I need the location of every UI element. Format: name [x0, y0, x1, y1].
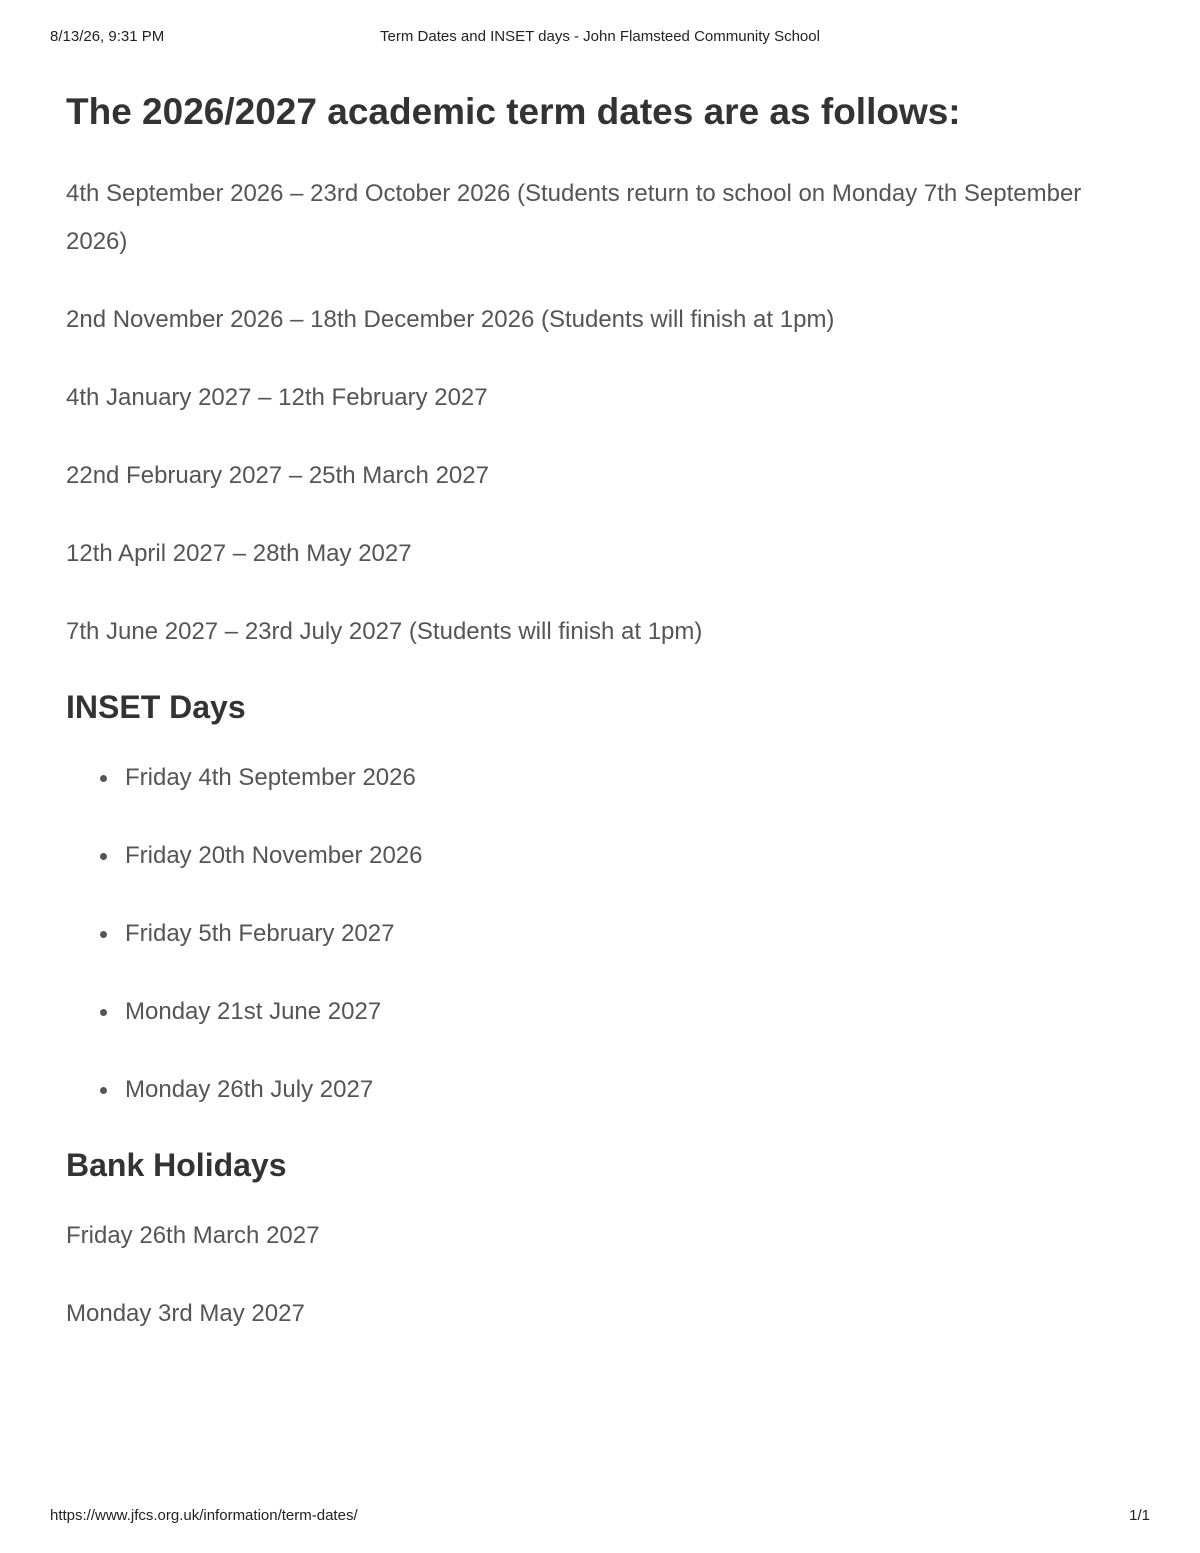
- inset-day: Friday 5th February 2027: [125, 920, 395, 947]
- page-number: 1/1: [1129, 1507, 1150, 1524]
- term-date: 22nd February 2027 – 25th March 2027: [66, 462, 489, 489]
- bank-holidays-heading: Bank Holidays: [66, 1147, 287, 1183]
- inset-days-list: [66, 754, 1116, 1114]
- inset-day: Monday 26th July 2027: [125, 1076, 374, 1103]
- term-date: 12th April 2027 – 28th May 2027: [66, 540, 412, 567]
- inset-day: Friday 4th September 2026: [125, 764, 416, 791]
- list-item: [125, 910, 1116, 958]
- page-url: https://www.jfcs.org.uk/information/term-dates/: [50, 1507, 358, 1524]
- bank-holiday: Friday 26th March 2027: [66, 1222, 320, 1249]
- print-header: [50, 28, 1150, 48]
- term-dates-list: [66, 170, 1116, 656]
- list-item: [125, 754, 1116, 802]
- print-footer: [50, 1507, 1150, 1527]
- term-date: 4th January 2027 – 12th February 2027: [66, 384, 488, 411]
- print-datetime: 8/13/26, 9:31 PM: [50, 28, 165, 45]
- page-heading: The 2026/2027 academic term dates are as follows:: [66, 91, 961, 132]
- list-item: [125, 988, 1116, 1036]
- bullet-icon: [100, 853, 107, 860]
- bullet-icon: [100, 1009, 107, 1016]
- main-content: [66, 88, 1116, 1368]
- list-item: [125, 1066, 1116, 1114]
- bullet-icon: [100, 931, 107, 938]
- term-date: 7th June 2027 – 23rd July 2027 (Students will finish at 1pm): [66, 618, 703, 645]
- print-page-title: Term Dates and INSET days - John Flamsteed Community School: [380, 28, 820, 45]
- bank-holiday: Monday 3rd May 2027: [66, 1300, 305, 1327]
- inset-day: Friday 20th November 2026: [125, 842, 423, 869]
- bullet-icon: [100, 775, 107, 782]
- inset-day: Monday 21st June 2027: [125, 998, 382, 1025]
- term-date: 2nd November 2026 – 18th December 2026 (Students will finish at 1pm): [66, 306, 835, 333]
- bullet-icon: [100, 1087, 107, 1094]
- list-item: [125, 832, 1116, 880]
- term-date: 4th September 2026 – 23rd October 2026 (Students return to school on Monday 7th September 2026): [66, 180, 1082, 255]
- inset-days-heading: INSET Days: [66, 689, 246, 725]
